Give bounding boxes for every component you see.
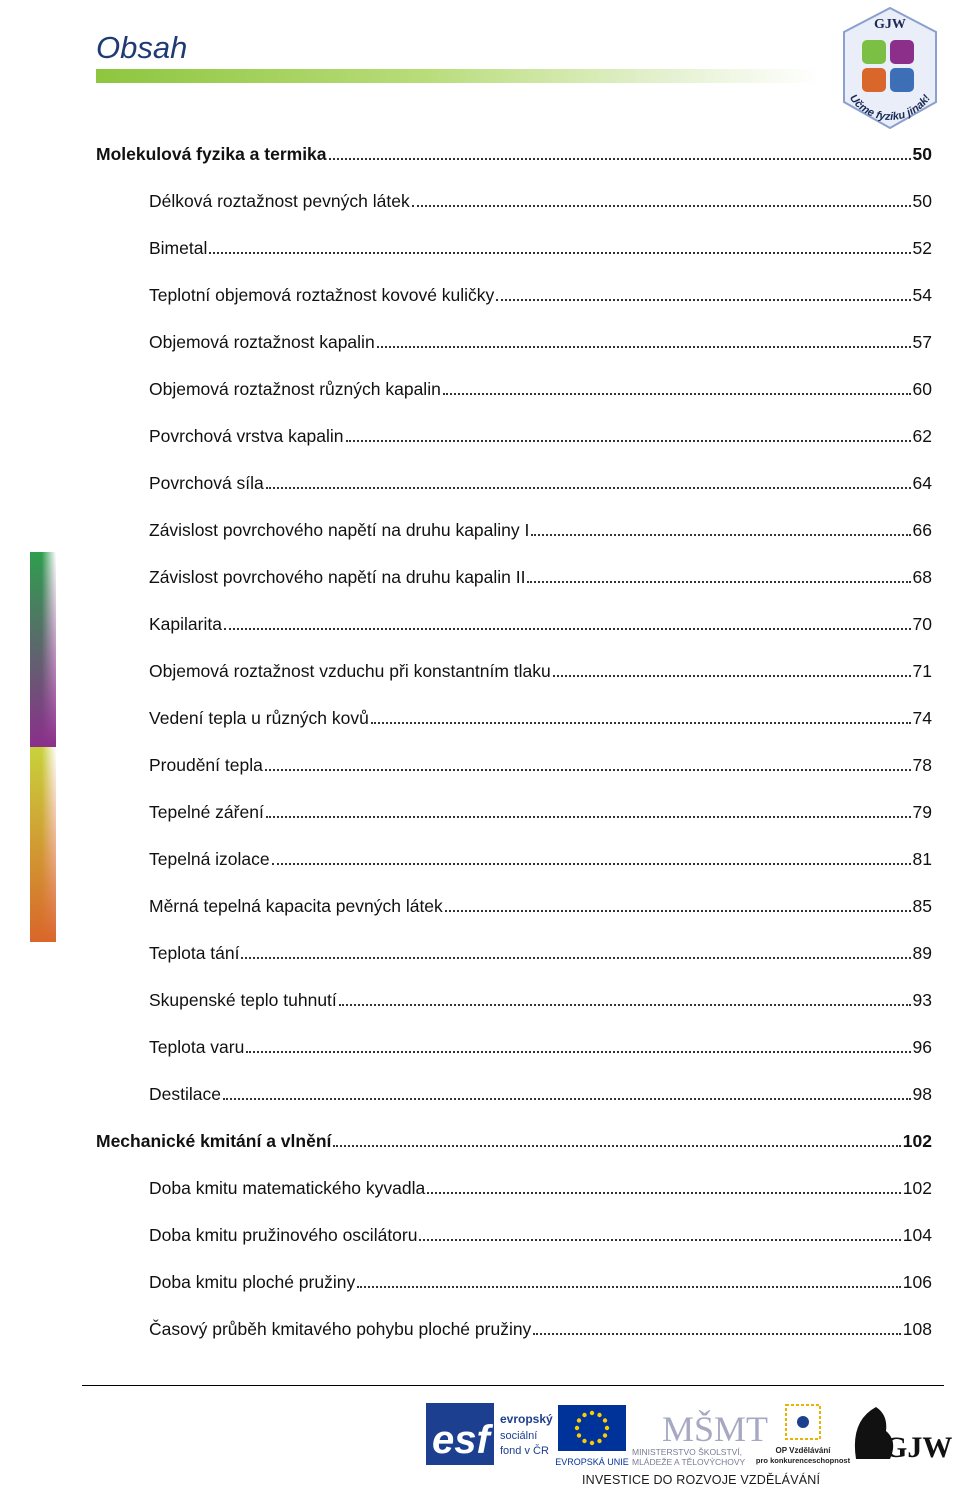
svg-text:esf: esf <box>432 1418 490 1462</box>
toc-entry-label: Teplota tání <box>149 943 240 963</box>
toc-entry-label: Objemová roztažnost různých kapalin <box>149 379 441 399</box>
toc-page-number: 54 <box>912 285 932 305</box>
toc-entry-label: Tepelné záření <box>149 802 264 822</box>
toc-page-number: 74 <box>912 708 932 728</box>
toc-entry[interactable] <box>149 472 932 494</box>
toc-entry-label: Destilace <box>149 1084 221 1104</box>
toc-page-number: 68 <box>912 567 932 587</box>
toc-page-number: 52 <box>912 238 932 258</box>
toc-page-number: 85 <box>912 896 932 916</box>
esf-line3: fond v ČR <box>500 1445 549 1457</box>
toc-entry-label: Molekulová fyzika a termika <box>96 144 327 164</box>
toc-entry[interactable] <box>149 1083 932 1105</box>
side-bar-purple <box>30 552 56 747</box>
toc-entry-label: Vedení tepla u různých kovů <box>149 708 369 728</box>
eu-label: EVROPSKÁ UNIE <box>555 1457 629 1467</box>
toc-entry[interactable] <box>149 989 932 1011</box>
toc-page-number: 64 <box>912 473 932 493</box>
toc-dot-leader <box>346 440 911 442</box>
toc-dot-leader <box>265 769 911 771</box>
toc-entry[interactable] <box>149 754 932 776</box>
toc-page-number: 108 <box>902 1319 932 1339</box>
toc-entry[interactable] <box>149 848 932 870</box>
toc-entry-label: Objemová roztažnost kapalin <box>149 332 375 352</box>
toc-entry-label: Měrná tepelná kapacita pevných látek <box>149 896 443 916</box>
esf-line1: evropský <box>500 1412 553 1426</box>
gjw-logo <box>846 1401 953 1467</box>
toc-page-number: 62 <box>912 426 932 446</box>
toc-entry[interactable] <box>149 942 932 964</box>
eu-star <box>590 1411 594 1415</box>
side-decoration <box>30 552 56 942</box>
eu-star <box>603 1418 607 1422</box>
toc-entry-label: Tepelná izolace <box>149 849 270 869</box>
toc-entry-label: Objemová roztažnost vzduchu při konstantním tlaku <box>149 661 551 681</box>
eu-star <box>590 1441 594 1445</box>
toc-entry-label: Časový průběh kmitavého pohybu ploché pružiny <box>149 1319 532 1339</box>
toc-entry-label: Povrchová vrstva kapalin <box>149 426 344 446</box>
gjw-mark: GJW <box>884 1431 953 1464</box>
toc-entry[interactable] <box>149 425 932 447</box>
toc-page-number: 104 <box>902 1225 932 1245</box>
toc-page-number: 71 <box>912 661 932 681</box>
toc-dot-leader <box>272 863 911 865</box>
page-title: Obsah <box>96 30 188 65</box>
toc-dot-leader <box>527 581 910 583</box>
footer-logos <box>0 1395 960 1505</box>
eu-star <box>605 1426 609 1430</box>
toc-dot-leader <box>333 1145 900 1147</box>
toc-entry-label: Kapilarita <box>149 614 222 634</box>
toc-page-number: 70 <box>912 614 932 634</box>
toc-entry-label: Délková roztažnost pevných látek <box>149 191 410 211</box>
toc-dot-leader <box>339 1004 911 1006</box>
toc-entry[interactable] <box>149 237 932 259</box>
toc-dot-leader <box>224 628 911 630</box>
toc-dot-leader <box>377 346 911 348</box>
toc-entry[interactable] <box>149 895 932 917</box>
toc-dot-leader <box>357 1286 901 1288</box>
logo-arc-text: Učme fyziku jinak! <box>847 92 933 124</box>
msmt-logo <box>632 1401 769 1467</box>
esf-logo <box>426 1403 554 1465</box>
toc-page-number: 102 <box>902 1131 932 1151</box>
toc-entry[interactable] <box>149 1271 932 1293</box>
toc-entry-label: Bimetal <box>149 238 208 258</box>
toc-entry[interactable] <box>149 801 932 823</box>
toc-dot-leader <box>371 722 911 724</box>
toc-dot-leader <box>533 1333 900 1335</box>
toc-dot-leader <box>223 1098 911 1100</box>
toc-dot-leader <box>427 1192 901 1194</box>
op-line1: OP Vzdělávání <box>775 1446 831 1455</box>
footer-tagline: INVESTICE DO ROZVOJE VZDĚLÁVÁNÍ <box>582 1473 821 1487</box>
toc-dot-leader <box>412 205 911 207</box>
toc-dot-leader <box>266 816 911 818</box>
toc-entry-label: Proudění tepla <box>149 755 263 775</box>
toc-page-number: 81 <box>912 849 932 869</box>
toc-dot-leader <box>445 910 911 912</box>
toc-page-number: 50 <box>912 191 932 211</box>
toc-page-number: 102 <box>902 1178 932 1198</box>
toc-entry-label: Závislost povrchového napětí na druhu kapalin II <box>149 567 526 587</box>
toc-chapter[interactable] <box>96 143 932 165</box>
logo-mark-text: GJW <box>874 17 906 32</box>
msmt-line1: MINISTERSTVO ŠKOLSTVÍ, <box>632 1447 743 1457</box>
eu-star <box>582 1413 586 1417</box>
side-bar-orange <box>30 747 56 942</box>
toc-entry-label: Skupenské teplo tuhnutí <box>149 990 337 1010</box>
footer-rule <box>82 1385 944 1386</box>
toc-entry[interactable] <box>149 519 932 541</box>
toc-dot-leader <box>209 252 910 254</box>
toc-dot-leader <box>419 1239 900 1241</box>
op-vzdelavani-logo <box>755 1403 851 1467</box>
toc-dot-leader <box>241 957 910 959</box>
eu-star <box>597 1413 601 1417</box>
toc-entry[interactable] <box>149 378 932 400</box>
op-line2: pro konkurenceschopnost <box>755 1456 851 1465</box>
toc-entry[interactable] <box>149 1177 932 1199</box>
toc-entry[interactable] <box>149 1318 932 1340</box>
title-rule <box>96 69 820 83</box>
eu-star <box>603 1433 607 1437</box>
toc-entry-label: Závislost povrchového napětí na druhu kapaliny I <box>149 520 530 540</box>
toc-dot-leader <box>329 158 911 160</box>
svg-text:MŠMT: MŠMT <box>662 1409 769 1449</box>
toc-entry[interactable] <box>149 613 932 635</box>
msmt-line2: MLÁDEŽE A TĚLOVÝCHOVY <box>632 1457 746 1467</box>
toc-page-number: 66 <box>912 520 932 540</box>
toc-page-number: 79 <box>912 802 932 822</box>
toc-entry-label: Teplota varu <box>149 1037 245 1057</box>
toc-entry[interactable] <box>149 331 932 353</box>
toc-entry-label: Teplotní objemová roztažnost kovové kuličky <box>149 285 495 305</box>
toc-dot-leader <box>266 487 911 489</box>
toc-entry[interactable] <box>149 284 932 306</box>
toc-dot-leader <box>553 675 911 677</box>
toc-page-number: 106 <box>902 1272 932 1292</box>
toc-page-number: 98 <box>912 1084 932 1104</box>
eu-star <box>597 1439 601 1443</box>
toc-page-number: 89 <box>912 943 932 963</box>
toc-page-number: 60 <box>912 379 932 399</box>
eu-flag-logo <box>556 1403 630 1469</box>
toc-dot-leader <box>531 534 910 536</box>
toc-dot-leader <box>443 393 911 395</box>
toc-entry[interactable] <box>149 1036 932 1058</box>
toc-entry[interactable] <box>149 660 932 682</box>
toc-entry-label: Mechanické kmitání a vlnění <box>96 1131 332 1151</box>
toc-chapter[interactable] <box>96 1130 932 1152</box>
eu-star <box>577 1418 581 1422</box>
toc-entry-label: Povrchová síla <box>149 473 264 493</box>
toc-entry-label: Doba kmitu pružinového oscilátoru <box>149 1225 418 1245</box>
toc-entry[interactable] <box>149 190 932 212</box>
toc-dot-leader <box>496 299 910 301</box>
toc-page-number: 93 <box>912 990 932 1010</box>
toc-page-number: 96 <box>912 1037 932 1057</box>
toc-entry[interactable] <box>149 707 932 729</box>
esf-line2: sociální <box>500 1430 538 1442</box>
toc-entry-label: Doba kmitu ploché pružiny <box>149 1272 356 1292</box>
ucme-fyziku-logo <box>822 2 958 134</box>
toc-dot-leader <box>246 1051 910 1053</box>
eu-star <box>577 1433 581 1437</box>
toc-page-number: 50 <box>912 144 932 164</box>
eu-star <box>582 1439 586 1443</box>
toc-entry[interactable] <box>149 566 932 588</box>
toc-entry-label: Doba kmitu matematického kyvadla <box>149 1178 426 1198</box>
toc-page-number: 78 <box>912 755 932 775</box>
eu-star <box>575 1426 579 1430</box>
toc-entry[interactable] <box>149 1224 932 1246</box>
toc-page-number: 57 <box>912 332 932 352</box>
